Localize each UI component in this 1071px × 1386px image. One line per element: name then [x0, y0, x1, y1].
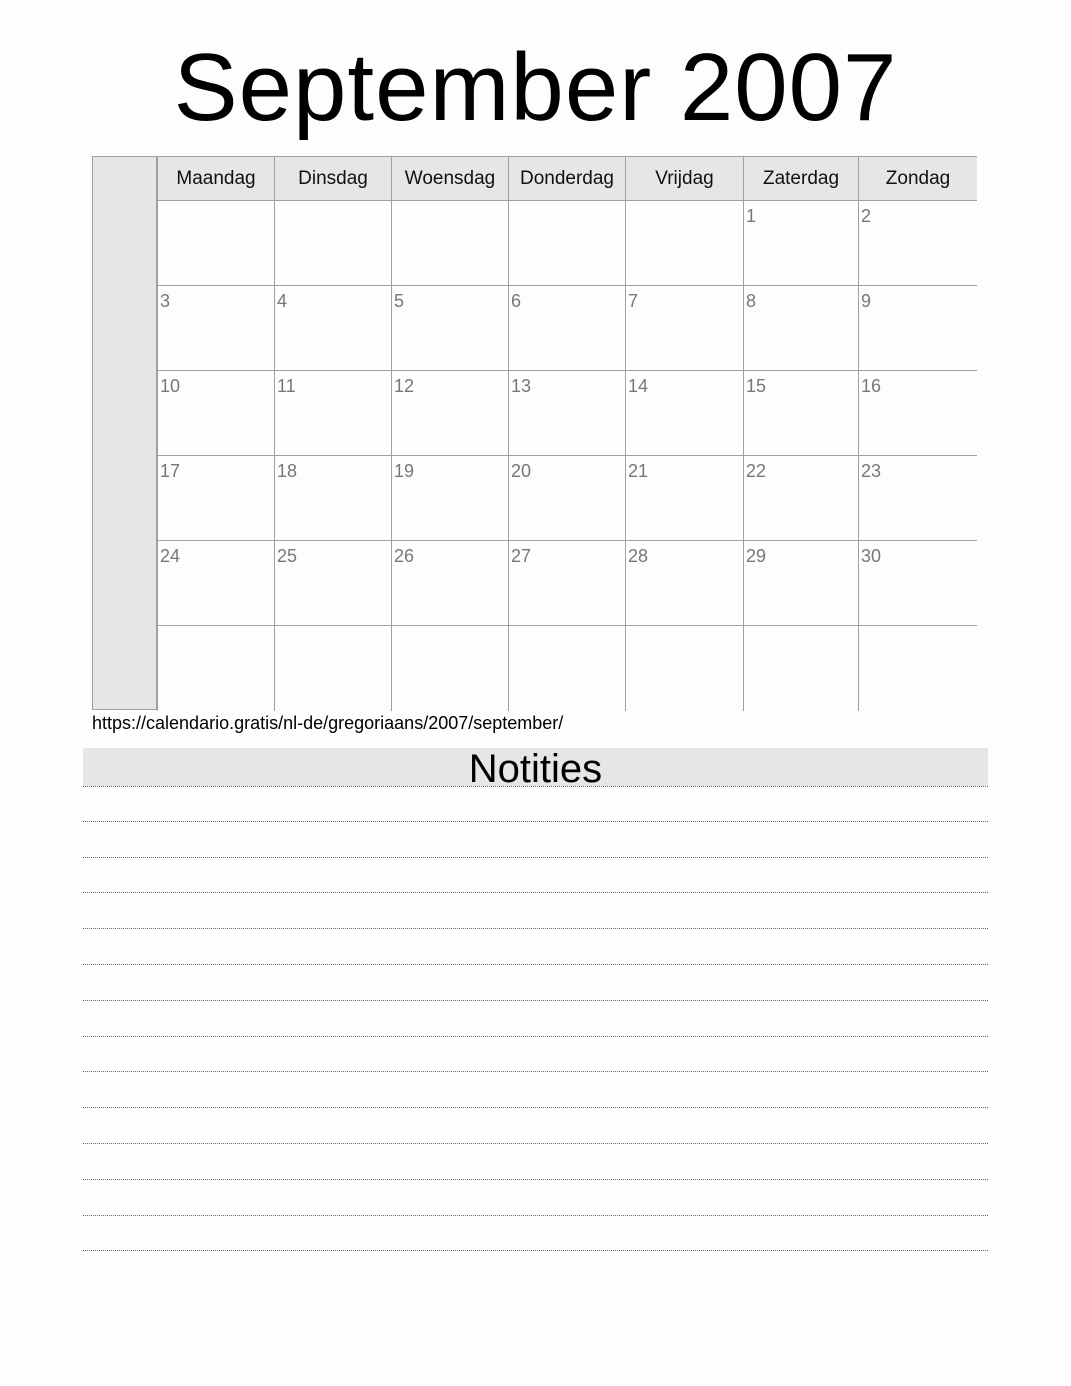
day-cell: [625, 456, 743, 541]
day-number: 18: [277, 461, 298, 481]
day-number: 23: [861, 461, 882, 481]
day-cell: [858, 286, 977, 371]
day-number: 17: [160, 461, 181, 481]
day-cell: [625, 541, 743, 626]
month-calendar: [92, 156, 977, 710]
day-cell: [743, 201, 858, 286]
day-cell: [157, 201, 274, 286]
day-cell: [508, 626, 625, 711]
day-cell: [858, 201, 977, 286]
day-number: 3: [160, 291, 171, 311]
day-cell: [625, 371, 743, 456]
day-cell: [391, 541, 508, 626]
day-number: 30: [861, 546, 882, 566]
day-cell: [508, 201, 625, 286]
day-cell: [743, 371, 858, 456]
day-cell: [157, 541, 274, 626]
day-cell: [157, 371, 274, 456]
day-number: 10: [160, 376, 181, 396]
note-line: [83, 1144, 988, 1180]
weekday-header: Zaterdag: [743, 157, 858, 201]
day-cell: [274, 201, 391, 286]
day-number: 19: [394, 461, 415, 481]
day-number: 13: [511, 376, 532, 396]
day-cell: [508, 456, 625, 541]
note-line: [83, 1216, 988, 1252]
day-cell: [858, 626, 977, 711]
page-title: September 2007: [173, 34, 898, 141]
day-number: 11: [277, 376, 296, 396]
day-cell: [625, 201, 743, 286]
day-cell: [274, 456, 391, 541]
note-line: [83, 1180, 988, 1216]
weekday-header: Dinsdag: [274, 157, 391, 201]
note-line: [83, 786, 988, 822]
day-number: 28: [628, 546, 649, 566]
day-cell: [274, 371, 391, 456]
day-cell: [625, 286, 743, 371]
day-number: 16: [861, 376, 882, 396]
day-number: 27: [511, 546, 532, 566]
notes-lines: [83, 786, 988, 1251]
day-cell: [274, 286, 391, 371]
day-number: 29: [746, 546, 767, 566]
note-line: [83, 1072, 988, 1108]
day-number: 24: [160, 546, 181, 566]
note-line: [83, 822, 988, 858]
day-cell: [391, 286, 508, 371]
day-cell: [157, 456, 274, 541]
day-cell: [508, 371, 625, 456]
note-line: [83, 1001, 988, 1037]
day-cell: [625, 626, 743, 711]
day-number: 9: [861, 291, 872, 311]
weekday-header: Vrijdag: [625, 157, 743, 201]
day-cell: [391, 456, 508, 541]
note-line: [83, 929, 988, 965]
day-number: 5: [394, 291, 405, 311]
weekday-header: Donderdag: [508, 157, 625, 201]
day-cell: [157, 286, 274, 371]
notes-heading: Notities: [83, 748, 988, 786]
day-cell: [858, 541, 977, 626]
week-number-column: [92, 156, 157, 710]
day-number: 22: [746, 461, 767, 481]
note-line: [83, 893, 988, 929]
weekday-header: Maandag: [157, 157, 274, 201]
day-cell: [743, 286, 858, 371]
day-number: 20: [511, 461, 532, 481]
source-url: https://calendario.gratis/nl-de/gregoriaans/2007/september/: [92, 713, 564, 733]
day-cell: [508, 541, 625, 626]
note-line: [83, 965, 988, 1001]
day-cell: [743, 456, 858, 541]
weekday-header: Woensdag: [391, 157, 508, 201]
day-number: 7: [628, 291, 639, 311]
day-number: 21: [628, 461, 649, 481]
day-cell: [508, 286, 625, 371]
day-cell: [157, 626, 274, 711]
day-cell: [274, 541, 391, 626]
day-cell: [743, 626, 858, 711]
calendar-grid: [157, 156, 977, 710]
day-cell: [858, 456, 977, 541]
note-line: [83, 1108, 988, 1144]
day-cell: [391, 626, 508, 711]
day-number: 8: [746, 291, 757, 311]
day-cell: [743, 541, 858, 626]
day-number: 15: [746, 376, 767, 396]
day-number: 12: [394, 376, 415, 396]
day-cell: [391, 201, 508, 286]
day-cell: [858, 371, 977, 456]
day-number: 25: [277, 546, 298, 566]
day-number: 4: [277, 291, 288, 311]
day-number: 2: [861, 206, 872, 226]
day-number: 26: [394, 546, 415, 566]
day-number: 14: [628, 376, 649, 396]
day-number: 1: [746, 206, 757, 226]
weekday-header: Zondag: [858, 157, 977, 201]
note-line: [83, 1037, 988, 1073]
day-cell: [391, 371, 508, 456]
note-line: [83, 858, 988, 894]
day-number: 6: [511, 291, 522, 311]
day-cell: [274, 626, 391, 711]
